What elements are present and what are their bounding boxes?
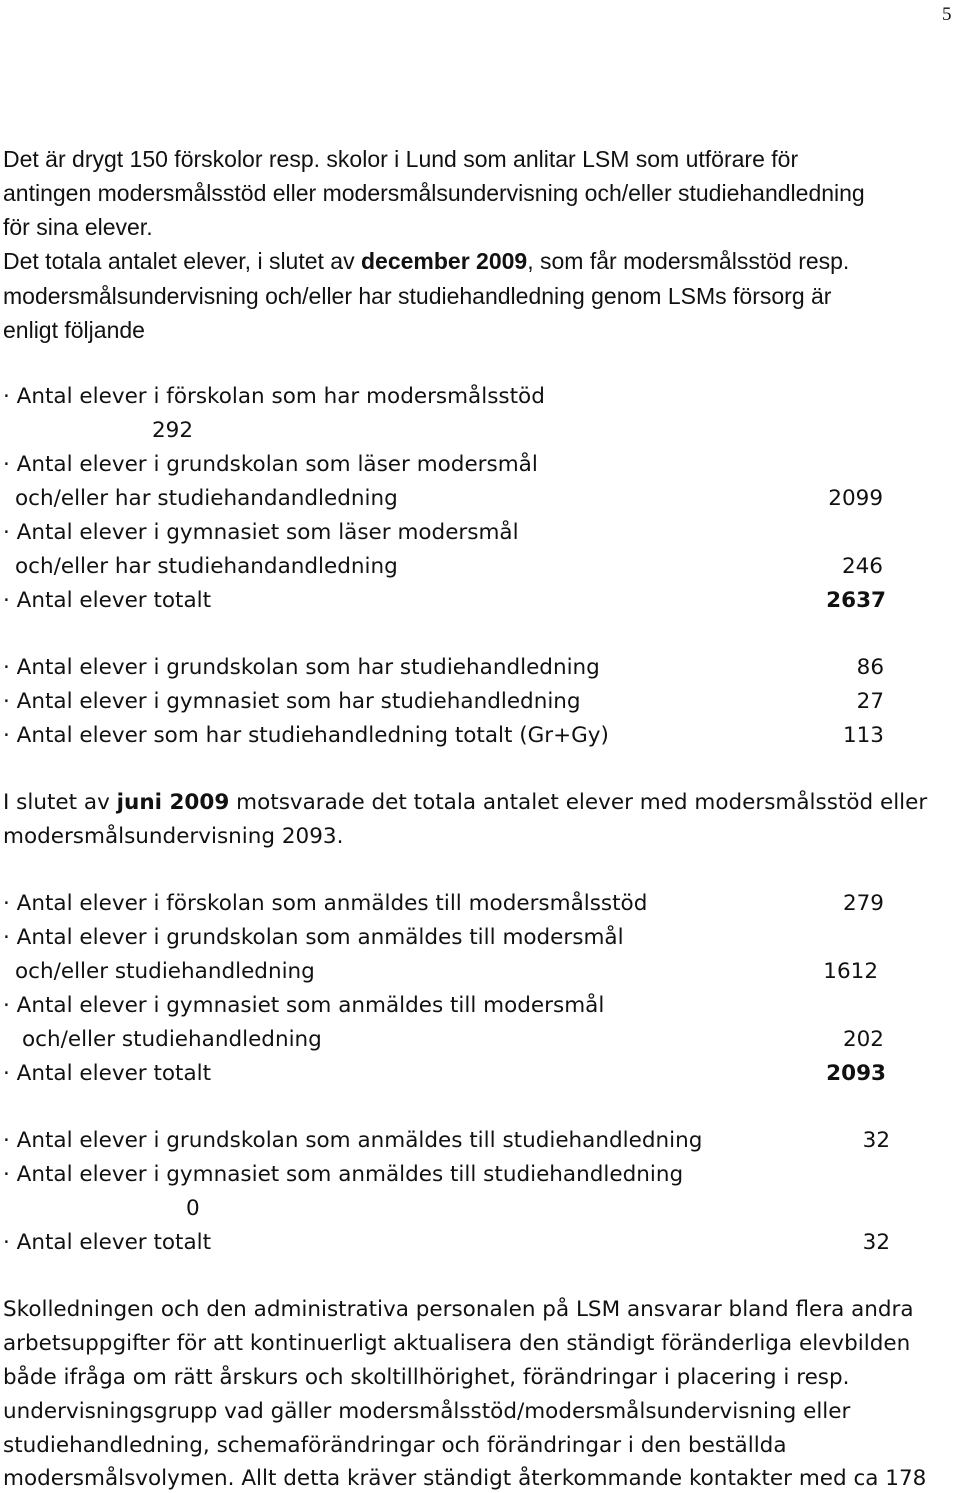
intro-line: antingen modersmålsstöd eller modersmålsundervisning och/eller studiehandledning [3, 180, 865, 206]
list-item-continuation: och/eller har studiehandandledning [15, 486, 398, 511]
list-item-label: Antal elever i grundskolan som anmäldes till modersmål [16, 925, 624, 950]
list-item: · Antal elever i grundskolan som anmäldes till modersmål [3, 925, 624, 950]
list-item-label: Antal elever i gymnasiet som läser modersmål [16, 520, 519, 545]
list-item-label: Antal elever i gymnasiet som anmäldes till studiehandledning [16, 1162, 684, 1187]
list-item-value: 86 [856, 655, 884, 680]
closing-line: studiehandledning, schemaförändringar och förändringar i den beställda [3, 1433, 787, 1458]
list-item-value: 27 [856, 689, 884, 714]
list-item: · Antal elever i förskolan som anmäldes till modersmålsstöd [3, 891, 648, 916]
list-item-label: Antal elever i gymnasiet som har studiehandledning [16, 689, 581, 714]
list-item-label: Antal elever i förskolan som har modersmålsstöd [16, 384, 545, 409]
intro-line: Det är drygt 150 förskolor resp. skolor i Lund som anlitar LSM som utförare för [3, 146, 799, 172]
list-item-value: 292 [152, 418, 194, 443]
list-item-label: Antal elever i grundskolan som läser modersmål [16, 452, 538, 477]
list-item-value: 202 [842, 1027, 884, 1052]
list-item: · Antal elever i grundskolan som läser modersmål [3, 452, 538, 477]
intro-line: modersmålsundervisning och/eller har studiehandledning genom LSMs försorg är [3, 283, 832, 309]
june-bold-date: juni 2009 [116, 790, 230, 815]
page-number: 5 [942, 4, 952, 25]
list-item-value: 1612 [823, 959, 878, 984]
list-item-label: Antal elever totalt [16, 588, 212, 613]
list-item-total: · Antal elever totalt [3, 588, 212, 613]
list-item-label: Antal elever i förskolan som anmäldes till modersmålsstöd [16, 891, 648, 916]
list-item-total-value: 2093 [826, 1061, 886, 1086]
list-item: · Antal elever i gymnasiet som anmäldes till studiehandledning [3, 1162, 684, 1187]
june-text: motsvarade det totala antalet elever med modersmålsstöd eller [229, 790, 928, 815]
list-item-value: 0 [186, 1196, 200, 1221]
list-item: · Antal elever i förskolan som har modersmålsstöd [3, 384, 545, 409]
closing-line: både ifråga om rätt årskurs och skoltillhörighet, förändringar i placering i resp. [3, 1365, 850, 1390]
list-item-total-value: 113 [842, 723, 884, 748]
list-item-value: 246 [841, 554, 883, 579]
list-item-total: · Antal elever totalt [3, 1230, 212, 1255]
list-item-total: · Antal elever som har studiehandledning totalt (Gr+Gy) [3, 723, 609, 748]
list-item-total: · Antal elever totalt [3, 1061, 212, 1086]
list-item-label: Antal elever i gymnasiet som anmäldes till modersmål [16, 993, 605, 1018]
june-text: I slutet av [3, 790, 117, 815]
intro-text: , som får modersmålsstöd resp. [527, 248, 850, 274]
list-item-total-value: 32 [862, 1230, 890, 1255]
list-item-continuation: och/eller studiehandledning [22, 1027, 322, 1052]
closing-line: arbetsuppgifter för att kontinuerligt aktualisera den ständigt föränderliga elevbilden [3, 1331, 911, 1356]
list-item-label: Antal elever i grundskolan som anmäldes till studiehandledning [16, 1128, 703, 1153]
list-item: · Antal elever i gymnasiet som har studiehandledning [3, 689, 581, 714]
intro-bold-date: december 2009 [360, 248, 528, 274]
june-line: modersmålsundervisning 2093. [3, 824, 344, 849]
closing-line: Skolledningen och den administrativa personalen på LSM ansvarar bland flera andra [3, 1297, 914, 1322]
list-item-continuation: och/eller har studiehandandledning [15, 554, 398, 579]
list-item-label: Antal elever i grundskolan som har studiehandledning [16, 655, 600, 680]
list-item-label: Antal elever totalt [16, 1230, 212, 1255]
list-item-total-value: 2637 [826, 588, 886, 613]
list-item-label: Antal elever som har studiehandledning totalt (Gr+Gy) [16, 723, 609, 748]
closing-line: modersmålsvolymen. Allt detta kräver ständigt återkommande kontakter med ca 178 [3, 1466, 927, 1491]
list-item: · Antal elever i gymnasiet som anmäldes till modersmål [3, 993, 605, 1018]
closing-line: undervisningsgrupp vad gäller modersmålsstöd/modersmålsundervisning eller [3, 1399, 851, 1424]
june-line [3, 790, 927, 815]
list-item-label: Antal elever totalt [16, 1061, 212, 1086]
list-item: · Antal elever i grundskolan som anmäldes till studiehandledning [3, 1128, 703, 1153]
list-item-value: 32 [862, 1128, 890, 1153]
intro-line: enligt följande [3, 317, 145, 343]
intro-text: Det totala antalet elever, i slutet av [3, 248, 361, 274]
list-item-value: 2099 [828, 486, 883, 511]
list-item-value: 279 [842, 891, 884, 916]
list-item: · Antal elever i gymnasiet som läser modersmål [3, 520, 519, 545]
list-item-continuation: och/eller studiehandledning [15, 959, 315, 984]
list-item: · Antal elever i grundskolan som har studiehandledning [3, 655, 600, 680]
intro-line [3, 248, 849, 275]
intro-line: för sina elever. [3, 214, 153, 240]
